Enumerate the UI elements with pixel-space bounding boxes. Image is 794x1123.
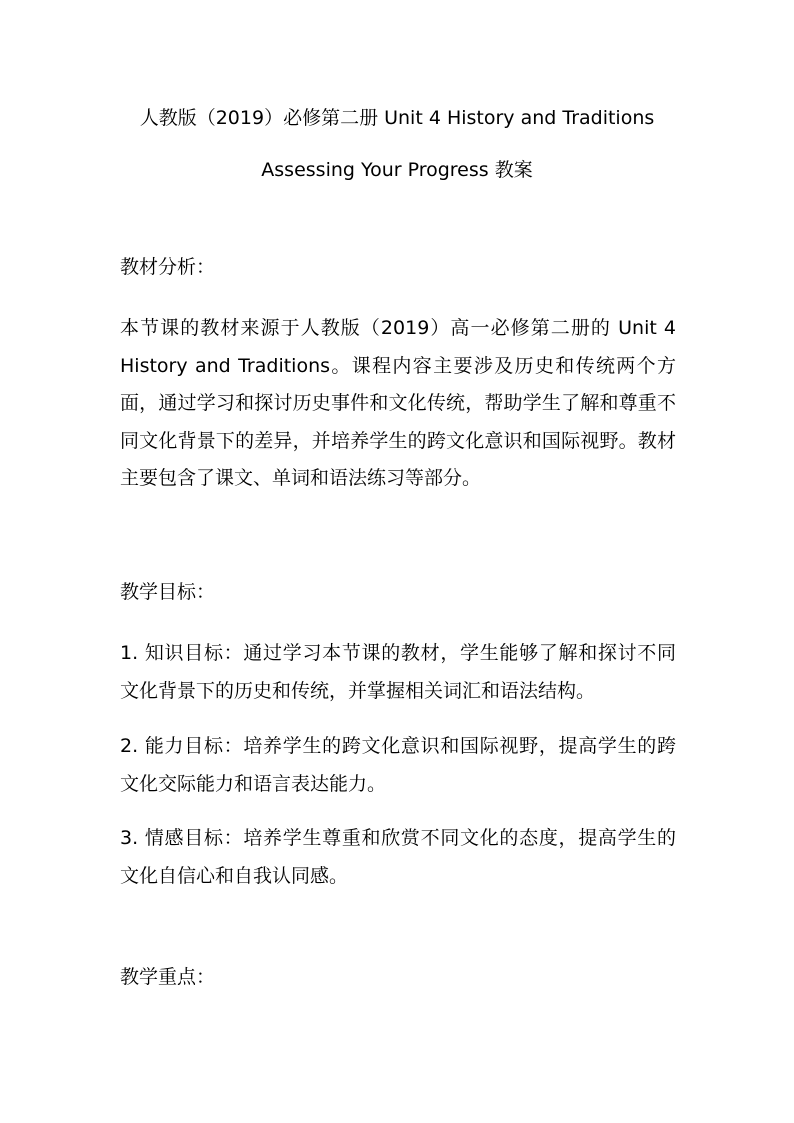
- objective-item-knowledge: 1. 知识目标：通过学习本节课的教材，学生能够了解和探讨不同文化背景下的历史和传统，并掌握相关词汇和语法结构。: [120, 642, 676, 702]
- section-heading-teaching-objectives: 教学目标：: [120, 581, 216, 603]
- section-heading-material-analysis: 教材分析：: [120, 256, 216, 278]
- document-title-line-1: 人教版（2019）必修第二册 Unit 4 History and Traditions: [139, 107, 655, 129]
- document-title-line-2: Assessing Your Progress 教案: [261, 159, 533, 181]
- objective-item-emotion: 3. 情感目标：培养学生尊重和欣赏不同文化的态度，提高学生的文化自信心和自我认同感。: [120, 827, 676, 887]
- section-heading-teaching-focus: 教学重点：: [120, 966, 216, 988]
- material-analysis-paragraph: 本节课的教材来源于人教版（2019）高一必修第二册的 Unit 4 History and Traditions。课程内容主要涉及历史和传统两个方面，通过学习和探讨历史事件和文化传统，帮助学生了解和尊重不同文化背景下的差异，并培养学生的跨文化意识和国际视野。教材主要包含了课文、单词和语法练习等部分。: [120, 317, 676, 489]
- objective-item-ability: 2. 能力目标：培养学生的跨文化意识和国际视野，提高学生的跨文化交际能力和语言表达能力。: [120, 735, 676, 795]
